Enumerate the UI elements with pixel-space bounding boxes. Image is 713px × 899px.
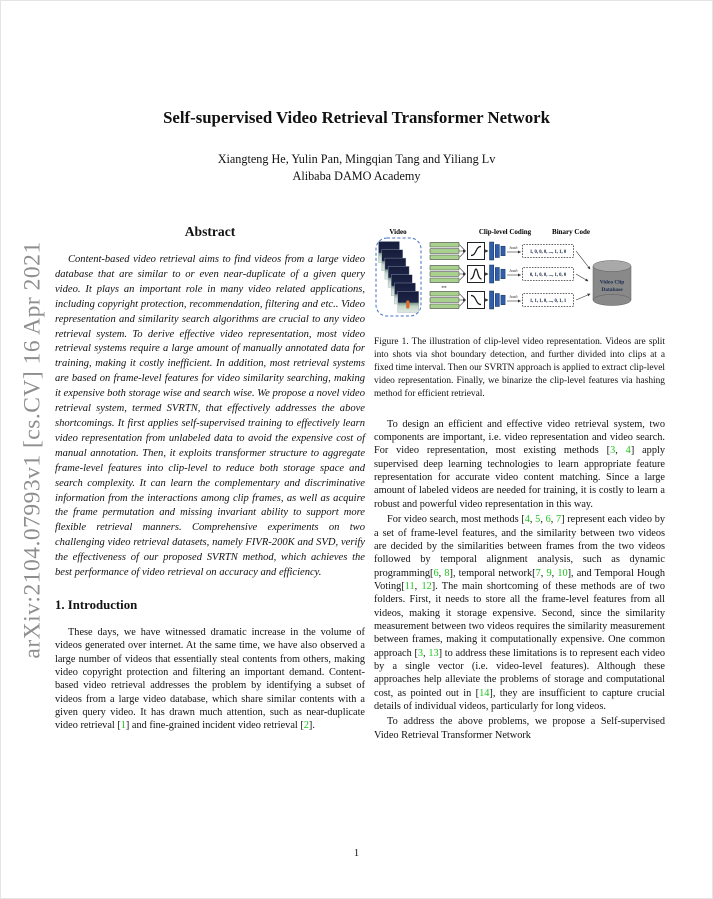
- database-label-line1: Video Clip: [599, 279, 625, 286]
- citation-link[interactable]: 10: [557, 567, 568, 579]
- clip-coding-group-2: [430, 265, 574, 283]
- binary-code-1: 1, 0, 0, 0, ..., 1, 1, 0: [529, 249, 567, 255]
- figure-1-diagram: [374, 226, 665, 322]
- figure-label-coding: Clip-level Coding: [478, 228, 532, 236]
- clip-coding-group-3: [430, 291, 574, 309]
- binary-code-3: 1, 1, 1, 0, ..., 0, 1, 1: [529, 298, 567, 304]
- citation-link[interactable]: 4: [524, 514, 530, 526]
- arxiv-watermark: arXiv:2104.07993v1 [cs.CV] 16 Apr 2021: [19, 241, 46, 659]
- citation-link[interactable]: 7: [555, 514, 562, 526]
- database-cylinder-icon: [593, 261, 631, 306]
- person-figure: [406, 301, 409, 309]
- right-paragraph-1: To design an efficient and effective video retrieval system, two components are important, i.e. video representation and video search. For video representation, most existing methods [3, 4] apply supervised deep learning technologies to learn appropriate feature representation for accurate video content matching. Since a large amount of labeled videos are needed for training, it is costly to learn a robust and powerful video representation in this way.: [374, 418, 665, 510]
- introduction-paragraph: These days, we have witnessed dramatic increase in the volume of videos generated over internet. At the same time, we have also observed a large number of videos that essentially steal contents from others, making video copyright protection and filtering an important demand. Content-based video retrieval addresses the problem by identifying a subset of videos from a large video database, which share similar contents with a given query video. It has drawn much attention, such as near-duplicate video retrieval [1] and fine-grained incident video retrieval [2].: [55, 626, 365, 732]
- citation-link[interactable]: 8: [444, 567, 450, 579]
- right-column: [374, 226, 665, 742]
- citation-link[interactable]: 5: [535, 514, 541, 526]
- citation-link[interactable]: 3: [610, 445, 616, 457]
- database-label-line2: Database: [601, 287, 623, 293]
- hash-label: hash: [509, 245, 518, 250]
- figure-label-binary: Binary Code: [552, 228, 590, 236]
- hash-label: hash: [509, 294, 518, 299]
- citation-link[interactable]: 1: [120, 720, 126, 732]
- paper-affiliation: Alibaba DAMO Academy: [292, 169, 421, 183]
- video-frame-stack: [376, 238, 421, 316]
- paper-authors: Xiangteng He, Yulin Pan, Mingqian Tang and Yiliang Lv: [217, 152, 496, 166]
- citation-link[interactable]: 6: [433, 567, 439, 579]
- binary-code-2: 0, 1, 0, 0, ..., 1, 0, 0: [529, 272, 567, 278]
- citation-link[interactable]: 6: [545, 514, 551, 526]
- citation-link[interactable]: 2: [303, 720, 309, 732]
- figure-label-video: Video: [389, 228, 407, 236]
- clip-coding-group-1: [430, 242, 574, 260]
- introduction-heading: 1. Introduction: [55, 597, 138, 612]
- abstract-heading: Abstract: [184, 224, 236, 239]
- page-number: 1: [353, 848, 360, 859]
- citation-link[interactable]: 12: [421, 580, 432, 592]
- citation-link[interactable]: 9: [546, 567, 552, 579]
- citation-link[interactable]: 4: [625, 445, 631, 457]
- citation-link[interactable]: 7: [535, 567, 541, 579]
- citation-link[interactable]: 3: [417, 647, 424, 659]
- hash-label: hash: [509, 268, 518, 273]
- right-paragraph-2: For video search, most methods [4, 5, 6, 7] represent each video by a set of frame-level features, and the similarity between two videos are decided by the similarities between frames from the two videos followed by temporal alignment analysis, such as dynamic programming[6, 8], temporal network[7, 9, 10], and Temporal Hough Voting[11, 12]. The main shortcoming of these methods are of two folders. First, it needs to store all the frame-level features from all videos, making it storage expensive. Second, since the similarity measurement between two videos requires the similarity measurement between frames, making it computationally expensive. One common approach [3, 13] to address these limitations is to represent each video by a single vector (i.e. video-level features). Although these approaches help alleviate the problems of storage and computational cost, as pointed out in [14], they are insufficient to capture crucial details of individual videos, particularly for long videos.: [374, 514, 666, 712]
- right-paragraph-3: To address the above problems, we propose a Self-supervised Video Retrieval Transformer Network: [374, 716, 665, 741]
- figure-1-caption: Figure 1. The illustration of clip-level video representation. Videos are split into shots via shot boundary detection, and further divided into clips at a fixed time interval. Then our SVRTN approach is applied to extract clip-level video representation. Finally, we binarize the clip-level features via hashing method for efficient retrieval.: [374, 337, 665, 399]
- citation-link[interactable]: 14: [479, 687, 490, 699]
- paper-title: Self-supervised Video Retrieval Transformer Network: [163, 108, 550, 127]
- citation-link[interactable]: 13: [428, 647, 439, 659]
- citation-link[interactable]: 11: [404, 580, 415, 592]
- figure-ellipsis: ...: [441, 281, 447, 290]
- abstract-text: Content-based video retrieval aims to find videos from a large video database that are similar to or even near-duplicate of a given query video. It plays an important role in many video related applications, including copyright protection, recommendation, filtering and etc.. Video representation and similarity search algorithms are crucial to any video retrieval system. To derive effective video representation, most video retrieval systems require a large amount of manually annotated data for training, making it costly inefficient. In addition, most retrieval systems are based on frame-level features for video similarity searching, making it expensive both storage wise and search wise. We propose a novel video retrieval system, termed SVRTN, that effectively addresses the above shortcomings. It first applies self-supervised training to effectively learn video representation from unlabeled data to avoid the expensive cost of manual annotation. Then, it exploits transformer structure to aggregate frame-level features into clip-level to reduce both storage space and search complexity. It can learn the complementary and discriminative information from the interactions among clip frames, as well as acquire the frame permutation and missing invariant ability to support more flexible retrieval manners. Comprehensive experiments on two challenging video retrieval datasets, namely FIVR-200K and SVD, verify the effectiveness of our proposed SVRTN method, which achieves the best performance of video retrieval on accuracy and efficiency.: [55, 254, 365, 579]
- left-column: [55, 224, 365, 733]
